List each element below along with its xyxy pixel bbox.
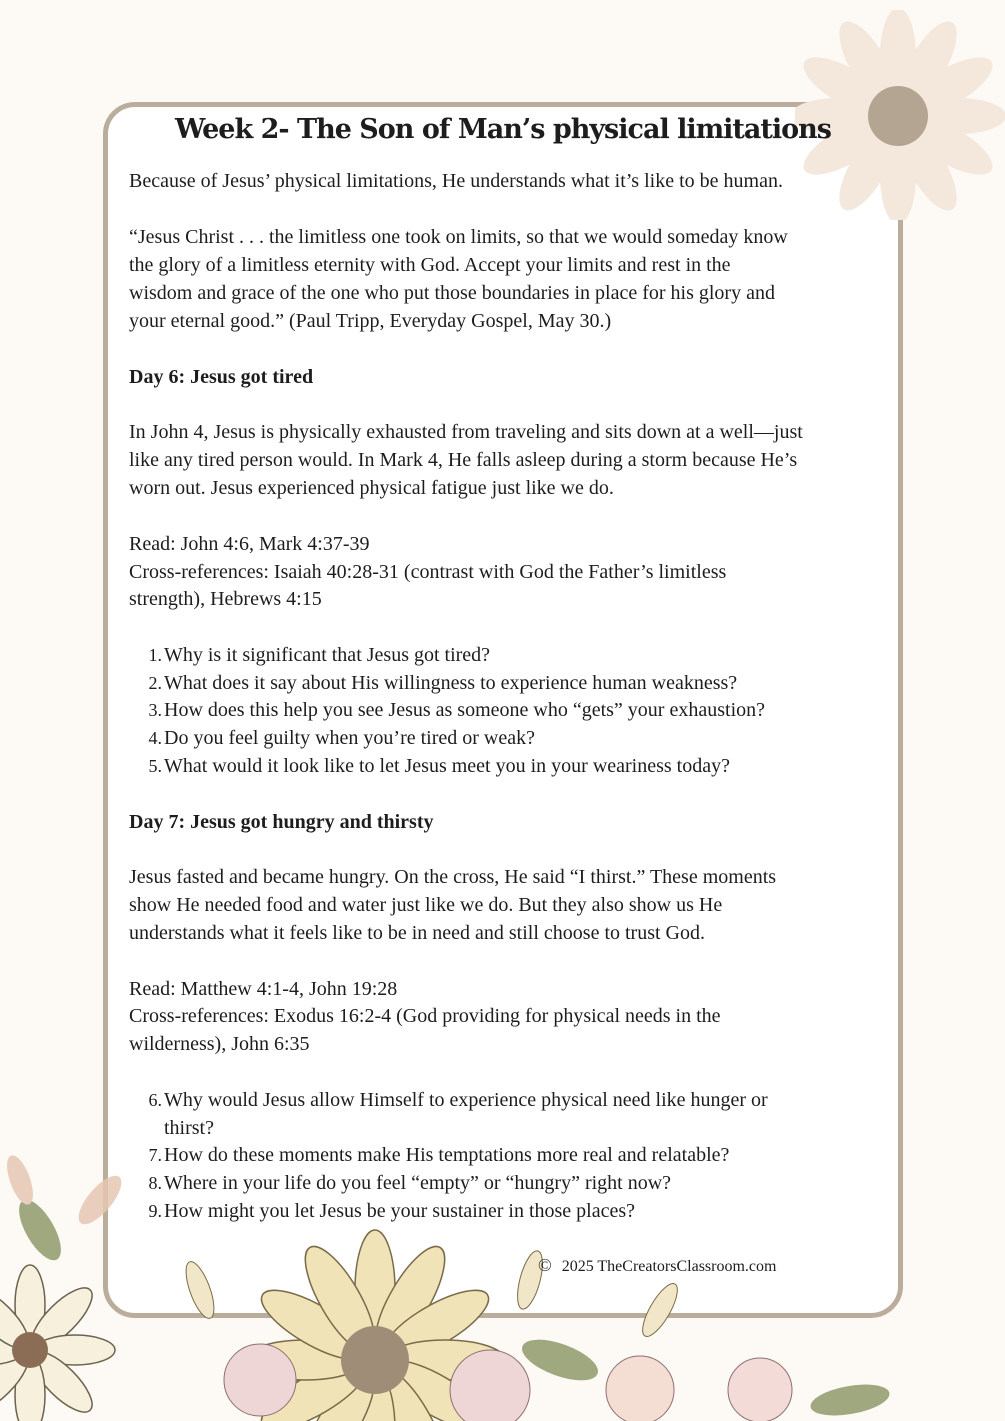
question-number: 9. <box>148 1200 162 1221</box>
day7-body-line: understands what it feels like to be in need and still choose to trust God. <box>129 922 705 944</box>
quote-line: your eternal good.” (Paul Tripp, Everyday Gospel, May 30.) <box>129 310 612 332</box>
intro-text: Because of Jesus’ physical limitations, He understands what it’s like to be human. <box>129 170 783 192</box>
question-number: 6. <box>148 1090 162 1110</box>
question-text: What would it look like to let Jesus meet you in your weariness today? <box>164 754 730 777</box>
day7-body-line: Jesus fasted and became hungry. On the cross, He said “I thirst.” These moments <box>129 866 777 888</box>
question-text: How does this help you see Jesus as someone who “gets” your exhaustion? <box>164 699 765 722</box>
copyright-footer <box>538 1255 776 1276</box>
quote-line: wisdom and grace of the one who put those boundaries in place for his glory and <box>129 282 775 304</box>
question-number: 1. <box>148 645 162 665</box>
question-number: 4. <box>148 728 162 749</box>
copyright-icon: © <box>538 1255 552 1275</box>
day6-body-line: worn out. Jesus experienced physical fatigue just like we do. <box>129 477 614 499</box>
question-number: 2. <box>148 672 162 693</box>
question-number: 3. <box>148 700 162 721</box>
day7-read: Read: Matthew 4:1-4, John 19:28 <box>129 978 398 1000</box>
question-number: 8. <box>148 1173 162 1194</box>
day6-cross-ref: strength), Hebrews 4:15 <box>129 588 322 610</box>
question-number: 5. <box>148 755 162 776</box>
question-text: How do these moments make His temptations more real and relatable? <box>164 1144 730 1167</box>
question-text: What does it say about His willingness to experience human weakness? <box>164 671 738 694</box>
day6-cross-ref: Cross-references: Isaiah 40:28-31 (contrast with God the Father’s limitless <box>129 561 727 583</box>
question-text: Where in your life do you feel “empty” or “hungry” right now? <box>164 1172 672 1195</box>
day6-heading: Day 6: Jesus got tired <box>129 366 314 388</box>
day6-read: Read: John 4:6, Mark 4:37-39 <box>129 533 370 555</box>
question-text: thirst? <box>164 1116 214 1139</box>
day6-body-line: like any tired person would. In Mark 4, He falls asleep during a storm because He’s <box>129 449 798 471</box>
question-text: How might you let Jesus be your sustainer in those places? <box>164 1199 636 1222</box>
quote-line: “Jesus Christ . . . the limitless one took on limits, so that we would someday know <box>129 226 788 248</box>
question-text: Why would Jesus allow Himself to experience physical need like hunger or <box>164 1089 768 1111</box>
question-number: 7. <box>148 1145 162 1166</box>
day7-cross-ref: Cross-references: Exodus 16:2-4 (God providing for physical needs in the <box>129 1005 721 1027</box>
day7-cross-ref: wilderness), John 6:35 <box>129 1033 310 1055</box>
copyright-text: 2025 TheCreatorsClassroom.com <box>561 1258 777 1275</box>
day7-heading: Day 7: Jesus got hungry and thirsty <box>129 811 434 833</box>
question-text: Do you feel guilty when you’re tired or weak? <box>164 727 535 750</box>
day6-body-line: In John 4, Jesus is physically exhausted from traveling and sits down at a well—just <box>129 421 803 443</box>
page-title: Week 2- The Son of Man’s physical limitations <box>175 114 831 145</box>
quote-line: the glory of a limitless eternity with God. Accept your limits and rest in the <box>129 254 731 276</box>
question-text: Why is it significant that Jesus got tired? <box>164 644 491 666</box>
day7-body-line: show He needed food and water just like we do. But they also show us He <box>129 894 723 916</box>
